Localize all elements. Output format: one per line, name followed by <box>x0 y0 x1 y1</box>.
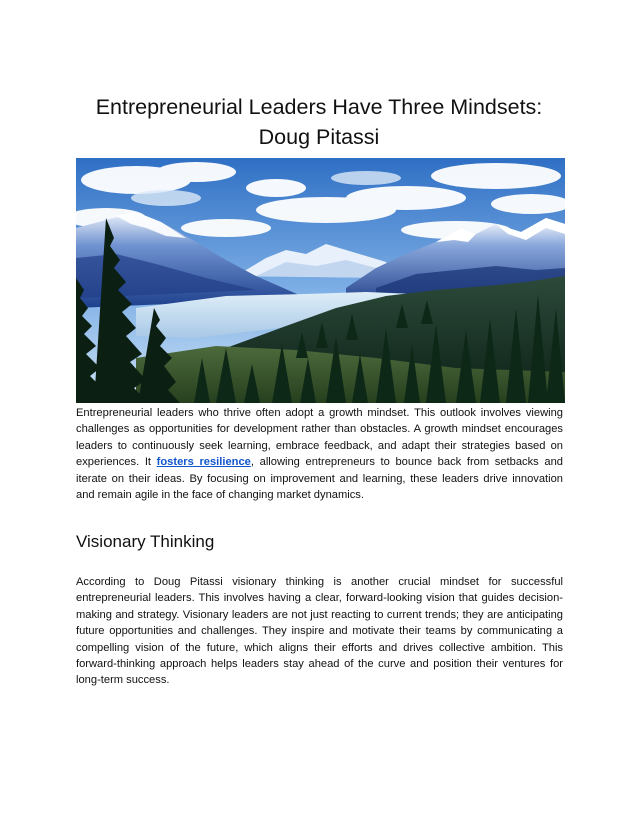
intro-text-before-link: Entrepreneurial leaders who thrive often adopt a growth mindset. This outlook involves viewing challenges as opportunities for development rather than obstacles. A growth mindset encourages leaders to continuously seek learning, embrace feedback, and adapt their strategies based on experiences. It <box>76 407 563 469</box>
intro-paragraph <box>76 405 563 503</box>
section-heading-visionary-thinking: Visionary Thinking <box>76 532 215 551</box>
fosters-resilience-link[interactable]: fosters resilience <box>156 456 251 469</box>
visionary-thinking-paragraph: According to Doug Pitassi visionary thinking is another crucial mindset for successful entrepreneurial leaders. This involves having a clear, forward-looking vision that guides decision-making and strategy. Visionary leaders are not just reacting to current trends; they are anticipating future opportunities and challenges. They inspire and motivate their teams by communicating a compelling vision of the future, which aligns their efforts and drives collective ambition. This forward-thinking approach helps leaders stay ahead of the curve and position their ventures for long-term success. <box>76 576 563 687</box>
document-title <box>60 92 578 152</box>
mountain-landscape-image <box>76 158 565 403</box>
intro-text-after-link: , allowing entrepreneurs to bounce back from setbacks and iterate on their ideas. By focusing on improvement and learning, these leaders drive innovation and remain agile in the face of changing market dynamics. <box>76 456 563 502</box>
title-line-1: Entrepreneurial Leaders Have Three Mindsets: <box>95 95 543 119</box>
hero-image <box>76 158 565 403</box>
title-line-2: Doug Pitassi <box>258 125 380 149</box>
